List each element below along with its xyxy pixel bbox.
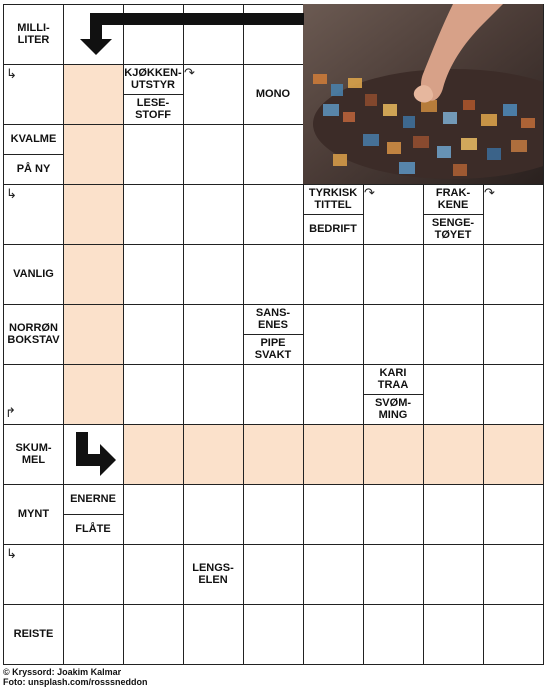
clue-sengetoyet: SENGE- TØYET	[431, 217, 475, 241]
clue-tyrkisk-tittel: TYRKISK TITTEL	[308, 187, 358, 211]
grid-line	[3, 244, 544, 245]
clue-frakene: FRAK- KENE	[435, 187, 471, 211]
answer-cell-highlight[interactable]	[303, 424, 363, 484]
hook-arrow-icon: ↳	[6, 186, 17, 201]
grid-line	[543, 4, 544, 665]
clue-enerne: ENERNE	[70, 493, 116, 505]
grid-line	[3, 364, 544, 365]
grid-line	[483, 184, 484, 665]
grid-line	[423, 184, 424, 665]
grid-line	[3, 544, 544, 545]
clue-pipe-svakt: PIPE SVAKT	[254, 337, 292, 361]
clue-mynt: MYNT	[17, 508, 50, 520]
clue-lesestoff: LESE- STOFF	[135, 97, 171, 121]
answer-cell-highlight[interactable]	[63, 364, 123, 424]
clue-sansene: SANS- ENES	[255, 307, 291, 331]
credits-author: © Kryssord: Joakim Kalmar	[3, 667, 122, 677]
clue-milliliter: MILLI- LITER	[17, 22, 50, 46]
hook-arrow-icon: ↷	[484, 185, 495, 200]
answer-cell-highlight[interactable]	[123, 424, 183, 484]
answer-cell-highlight[interactable]	[423, 424, 483, 484]
clue-kari-traa: KARI TRAA	[377, 367, 409, 391]
answer-cell-highlight[interactable]	[63, 244, 123, 304]
hook-arrow-icon: ↷	[364, 185, 375, 200]
credits-photo: Foto: unsplash.com/rosssneddon	[3, 677, 148, 687]
hook-arrow-icon: ↷	[184, 65, 195, 80]
grid-line	[63, 4, 64, 665]
clue-svomming: SVØM- MING	[374, 397, 412, 421]
puzzle-photo	[303, 4, 543, 184]
answer-cell-highlight[interactable]	[243, 424, 303, 484]
clue-lengselen: LENGS- ELEN	[192, 562, 234, 586]
hook-arrow-icon: ↳	[6, 66, 17, 81]
arrow-down-right-icon	[70, 430, 120, 478]
clue-flate: FLÅTE	[75, 523, 111, 535]
clue-reiste: REISTE	[13, 628, 54, 640]
hook-arrow-icon: ↳	[6, 546, 17, 561]
answer-cell-highlight[interactable]	[63, 304, 123, 364]
clue-pa-ny: PÅ NY	[16, 163, 51, 175]
clue-skummel: SKUM- MEL	[15, 442, 52, 466]
clue-kvalme: KVALME	[10, 133, 57, 145]
credits	[3, 667, 148, 687]
hook-arrow-icon: ↱	[5, 405, 16, 420]
answer-cell-highlight[interactable]	[63, 64, 123, 124]
answer-cell-highlight[interactable]	[483, 424, 543, 484]
answer-cell-highlight[interactable]	[63, 124, 123, 184]
arrow-right-down-icon	[66, 9, 306, 59]
clue-vanlig: VANLIG	[13, 268, 54, 280]
grid-line	[363, 184, 364, 665]
grid-line	[3, 424, 544, 425]
clue-kjokkenutstyr: KJØKKEN- UTSTYR	[124, 67, 182, 91]
answer-cell-highlight[interactable]	[363, 424, 423, 484]
grid-line	[3, 604, 544, 605]
clue-norron-bokstav: NORRØN BOKSTAV	[7, 322, 60, 346]
clue-mono: MONO	[255, 88, 291, 100]
answer-cell-highlight[interactable]	[63, 184, 123, 244]
grid-line	[3, 664, 544, 665]
answer-cell-highlight[interactable]	[183, 424, 243, 484]
clue-bedrift: BEDRIFT	[309, 223, 357, 235]
